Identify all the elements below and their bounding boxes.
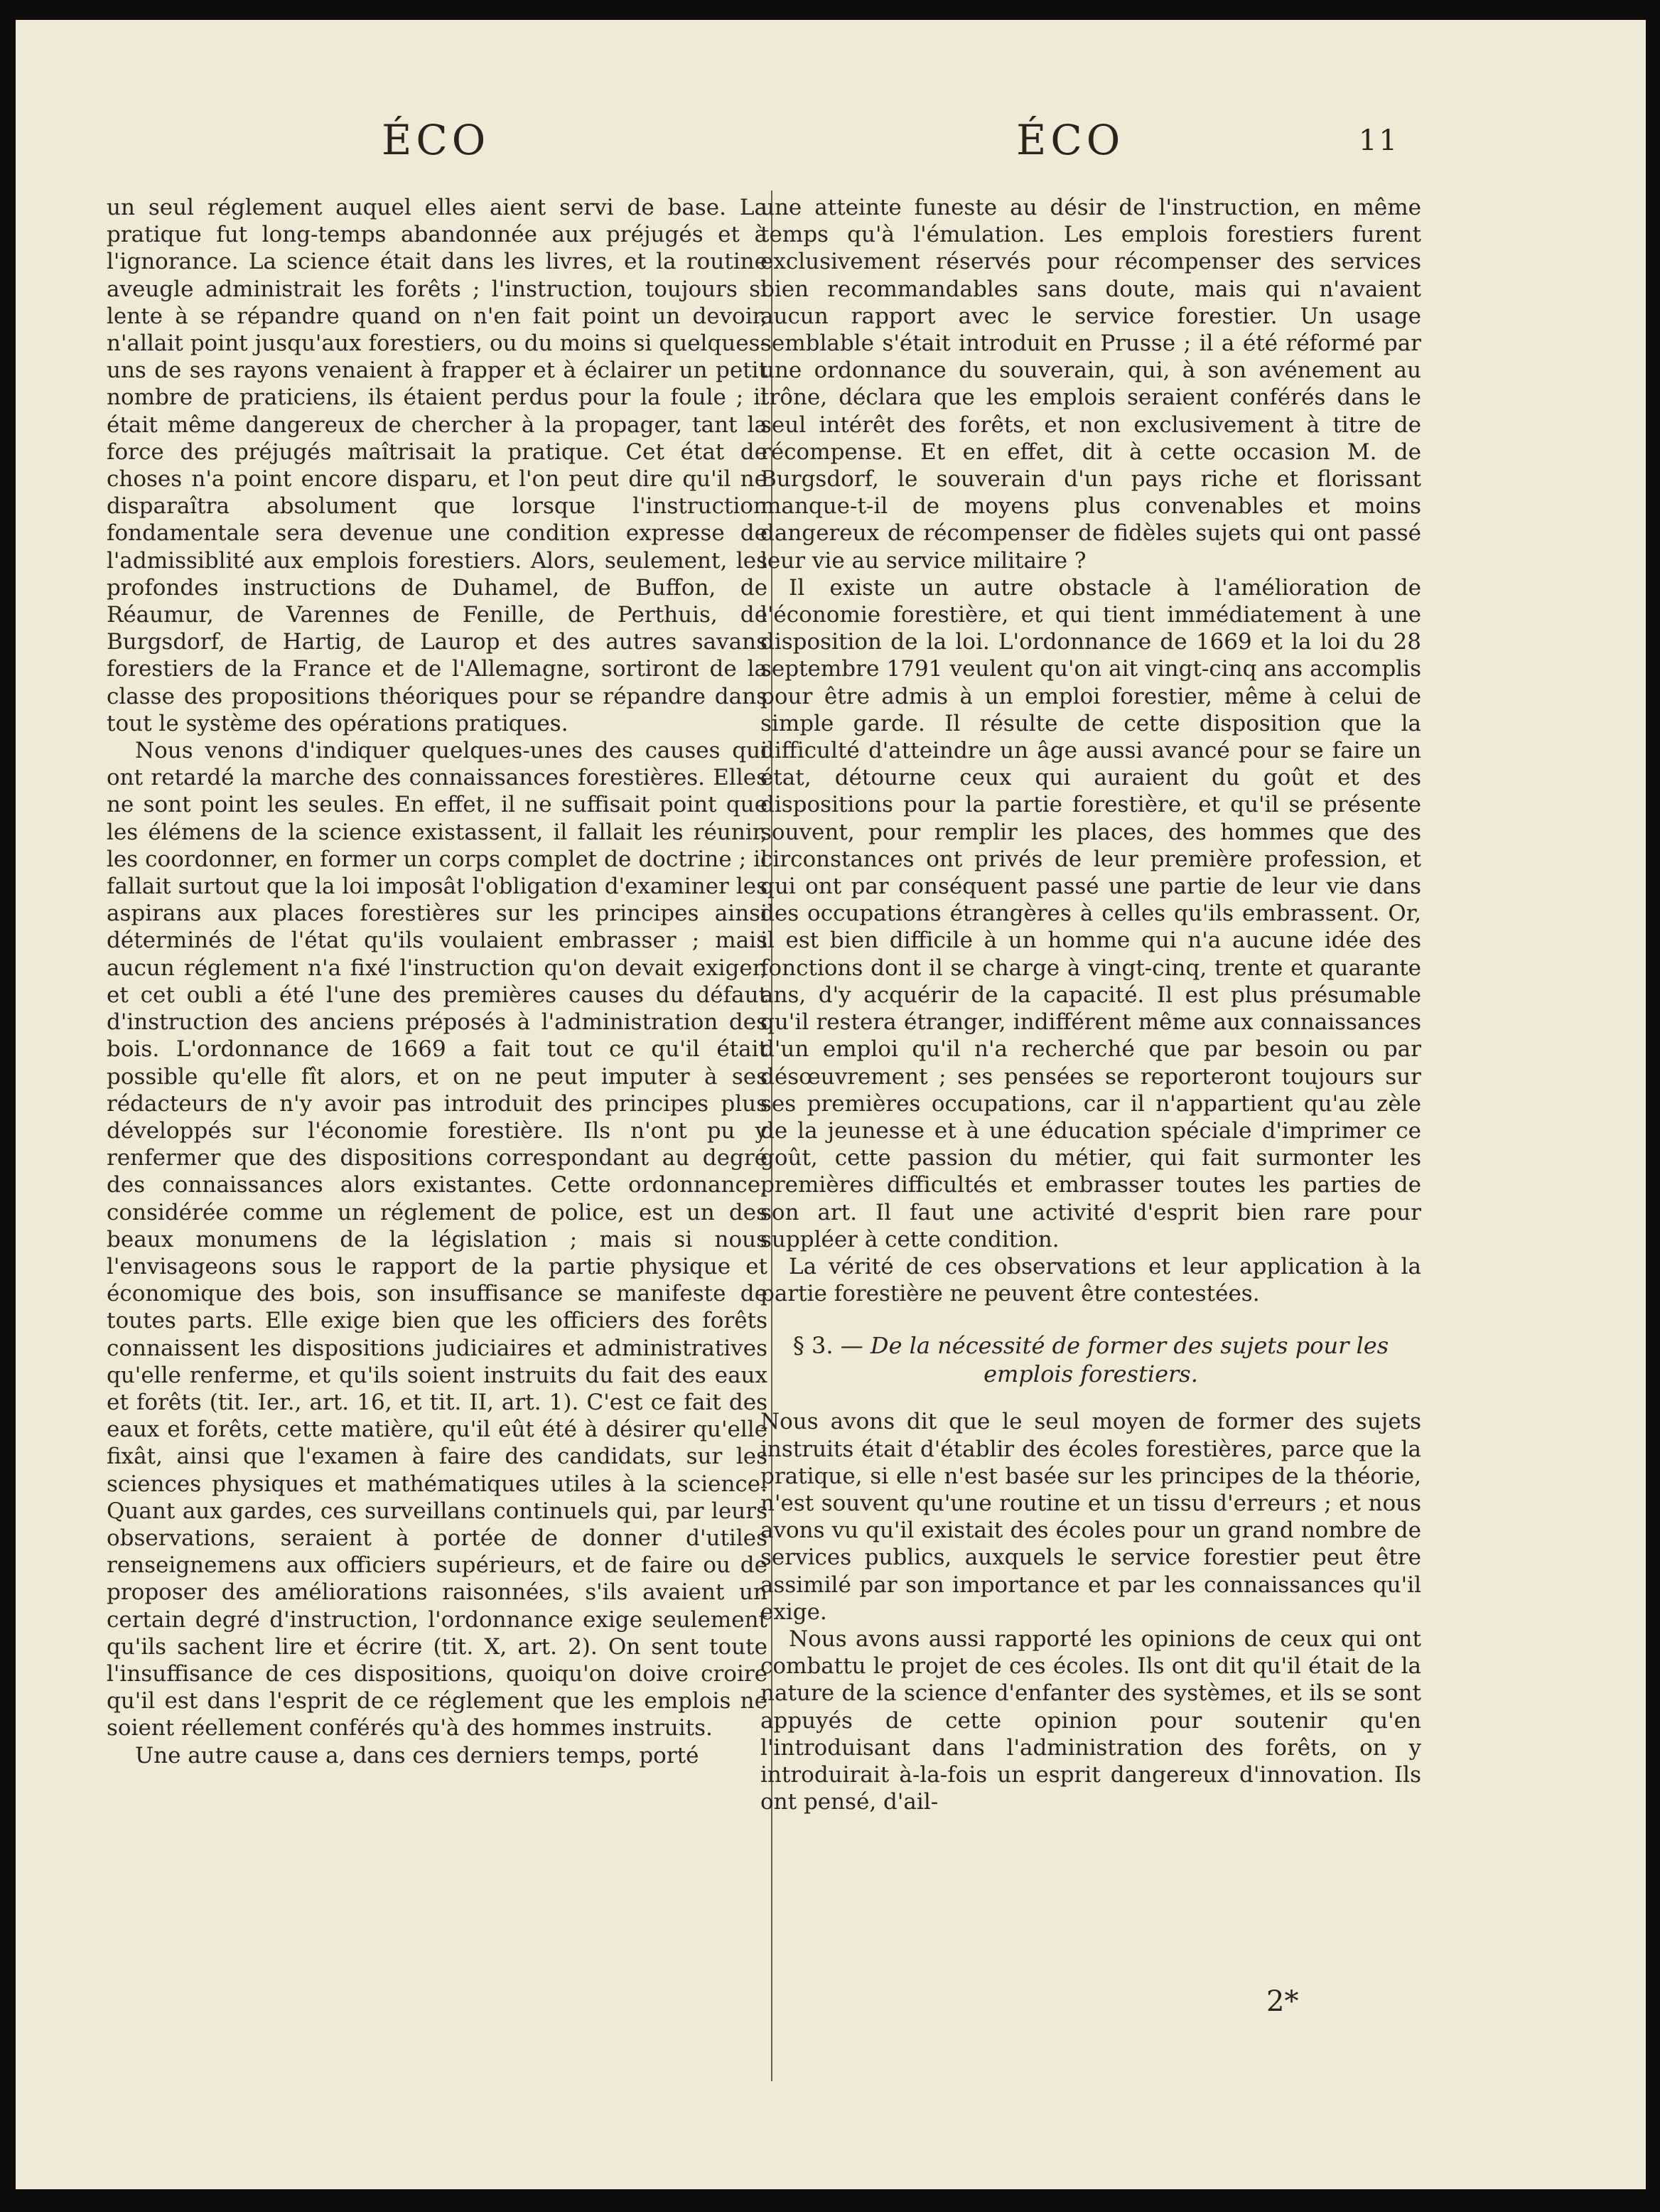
paragraph: un seul réglement auquel elles aient servi de base. La pratique fut long-temps abandonnée aux préjugés et à l'ignorance. La science était dans les livres, et la routine aveugle administrait les forêts ; l'instruction, toujours si lente à se répandre quand on n'en fait point un devoir, n'allait point jusqu'aux forestiers, ou du moins si quelques-uns de ses rayons venaient à frapper et à éclairer un petit nombre de praticiens, ils étaient perdus pour la foule ; il était même dangereux de chercher à la propager, tant la force des préjugés maîtrisait la pratique. Cet état de choses n'a point encore disparu, et l'on peut dire qu'il ne disparaîtra absolument que lorsque l'instruction fondamentale sera devenue une condition expresse de l'admissiblité aux emplois forestiers. Alors, seulement, les profondes instructions de Duhamel, de Buffon, de Réaumur, de Varennes de Fenille, de Perthuis, de Burgsdorf, de Hartig, de Laurop et des autres savans forestiers de la France et de l'Allemagne, sortiront de la classe des propositions théoriques pour se répandre dans tout le système des opérations pratiques. — [107, 195, 767, 736]
left-column — [107, 194, 767, 1769]
right-column — [760, 194, 1421, 1815]
paragraph: Nous venons d'indiquer quelques-unes des causes qui ont retardé la marche des connaissances forestières. Elles ne sont point les seules. En effet, il ne suffisait point que les élémens de la science existassent, il fallait les réunir, les coordonner, en former un corps complet de doctrine ; il fallait surtout que la loi imposât l'obligation d'examiner les aspirans aux places forestières sur les principes ainsi déterminés de l'état qu'ils voulaient embrasser ; mais aucun réglement n'a fixé l'instruction qu'on devait exiger, et cet oubli a été l'une des premières causes du défaut d'instruction des anciens préposés à l'administration des bois. L'ordonnance de 1669 a fait tout ce qu'il était possible qu'elle fît alors, et on ne peut imputer à ses rédacteurs de n'y avoir pas introduit des principes plus développés sur l'économie forestière. Ils n'ont pu y renfermer que des dispositions correspondant au degré des connaissances alors existantes. Cette ordonnance, considérée comme un réglement de police, est un des beaux monumens de la législation ; mais si nous l'envisageons sous le rapport de la partie physique et économique des bois, son insuffisance se manifeste de toutes parts. Elle exige bien que les officiers des forêts connaissent les dispositions judiciaires et administratives qu'elle renferme, et qu'ils soient instruits du fait des eaux et forêts (tit. Ier., art. 16, et tit. II, art. 1). C'est ce fait des eaux et forêts, cette matière, qu'il eût été à désirer qu'elle fixât, ainsi que l'examen à faire des candidats, sur les sciences physiques et mathématiques utiles à la science. Quant aux gardes, ces surveillans continuels qui, par leurs observations, seraient à portée de donner d'utiles renseignemens aux officiers supérieurs, et de faire ou de proposer des améliorations raisonnées, s'ils avaient un certain degré d'instruction, l'ordonnance exige seulement qu'ils sachent lire et écrire (tit. X, art. 2). On sent toute l'insuffisance de ces dispositions, quoiqu'on doive croire qu'il est dans l'esprit de ce réglement que les emplois ne soient réellement conférés qu'à des hommes instruits. — [107, 738, 767, 1741]
section-heading — [760, 1331, 1421, 1388]
paragraph: Il existe un autre obstacle à l'amélioration de l'économie forestière, et qui tient immédiatement à une disposition de la loi. L'ordonnance de 1669 et la loi du 28 septembre 1791 veulent qu'on ait vingt-cinq ans accomplis pour être admis à un emploi forestier, même à celui de simple garde. Il résulte de cette disposition que la difficulté d'atteindre un âge aussi avancé pour se faire un état, détourne ceux qui auraient du goût et des dispositions pour la partie forestière, et qu'il se présente souvent, pour remplir les places, des hommes que des circonstances ont privés de leur première profession, et qui ont par conséquent passé une partie de leur vie dans des occupations étrangères à celles qu'ils embrassent. Or, il est bien difficile à un homme qui n'a aucune idée des fonctions dont il se charge à vingt-cinq, trente et quarante ans, d'y acquérir de la capacité. Il est plus présumable qu'il restera étranger, indifférent même aux connaissances d'un emploi qu'il n'a recherché que par besoin ou par désœuvrement ; ses pensées se reporteront toujours sur ses premières occupations, car il n'appartient qu'au zèle de la jeunesse et à une éducation spéciale d'imprimer ce goût, cette passion du métier, qui fait surmonter les premières difficultés et embrasser toutes les parties de son art. Il faut une activité d'esprit bien rare pour suppléer à cette condition. — [760, 574, 1421, 1252]
paragraph: une atteinte funeste au désir de l'instruction, en même temps qu'à l'émulation. Les emplois forestiers furent exclusivement réservés pour récompenser des services bien recommandables sans doute, mais qui n'avaient aucun rapport avec le service forestier. Un usage semblable s'était introduit en Prusse ; il a été réformé par une ordonnance du souverain, qui, à son avénement au trône, déclara que les emplois seraient conférés dans le seul intérêt des forêts, et non exclusivement à titre de récompense. Et en effet, dit à cette occasion M. de Burgsdorf, le souverain d'un pays riche et florissant manque-t-il de moyens plus convenables et moins dangereux de récompenser de fidèles sujets qui ont passé leur vie au service militaire ? — [760, 195, 1421, 574]
page-number: 11 — [1359, 124, 1399, 157]
section-title-text: De la nécessité de former des sujets pour les emplois forestiers. — [870, 1332, 1389, 1388]
section-number: § 3. — — [792, 1332, 863, 1360]
book-page — [16, 20, 1646, 2189]
paragraph: Une autre cause a, dans ces derniers temps, porté — [135, 1742, 699, 1768]
running-head-left: ÉCO — [382, 116, 490, 164]
signature-mark: 2* — [1266, 1985, 1299, 2018]
paragraph: Nous avons dit que le seul moyen de former des sujets instruits était d'établir des écoles forestières, parce que la pratique, si elle n'est basée sur les principes de la théorie, n'est souvent qu'une routine et un tissu d'erreurs ; et nous avons vu qu'il existait des écoles pour un grand nombre de services publics, auxquels le service forestier peut être assimilé par son importance et par les connaissances qu'il exige. — [760, 1409, 1421, 1625]
paragraph: Nous avons aussi rapporté les opinions de ceux qui ont combattu le projet de ces écoles. Ils ont dit qu'il était de la nature de la science d'enfanter des systèmes, et ils se sont appuyés de cette opinion pour soutenir qu'en l'introduisant dans l'administration des forêts, on y introduirait à-la-fois un esprit dangereux d'innovation. Ils ont pensé, d'ail- — [760, 1626, 1421, 1815]
running-head-center: ÉCO — [1016, 116, 1125, 164]
paragraph: La vérité de ces observations et leur application à la partie forestière ne peuvent être contestées. — [760, 1253, 1421, 1307]
